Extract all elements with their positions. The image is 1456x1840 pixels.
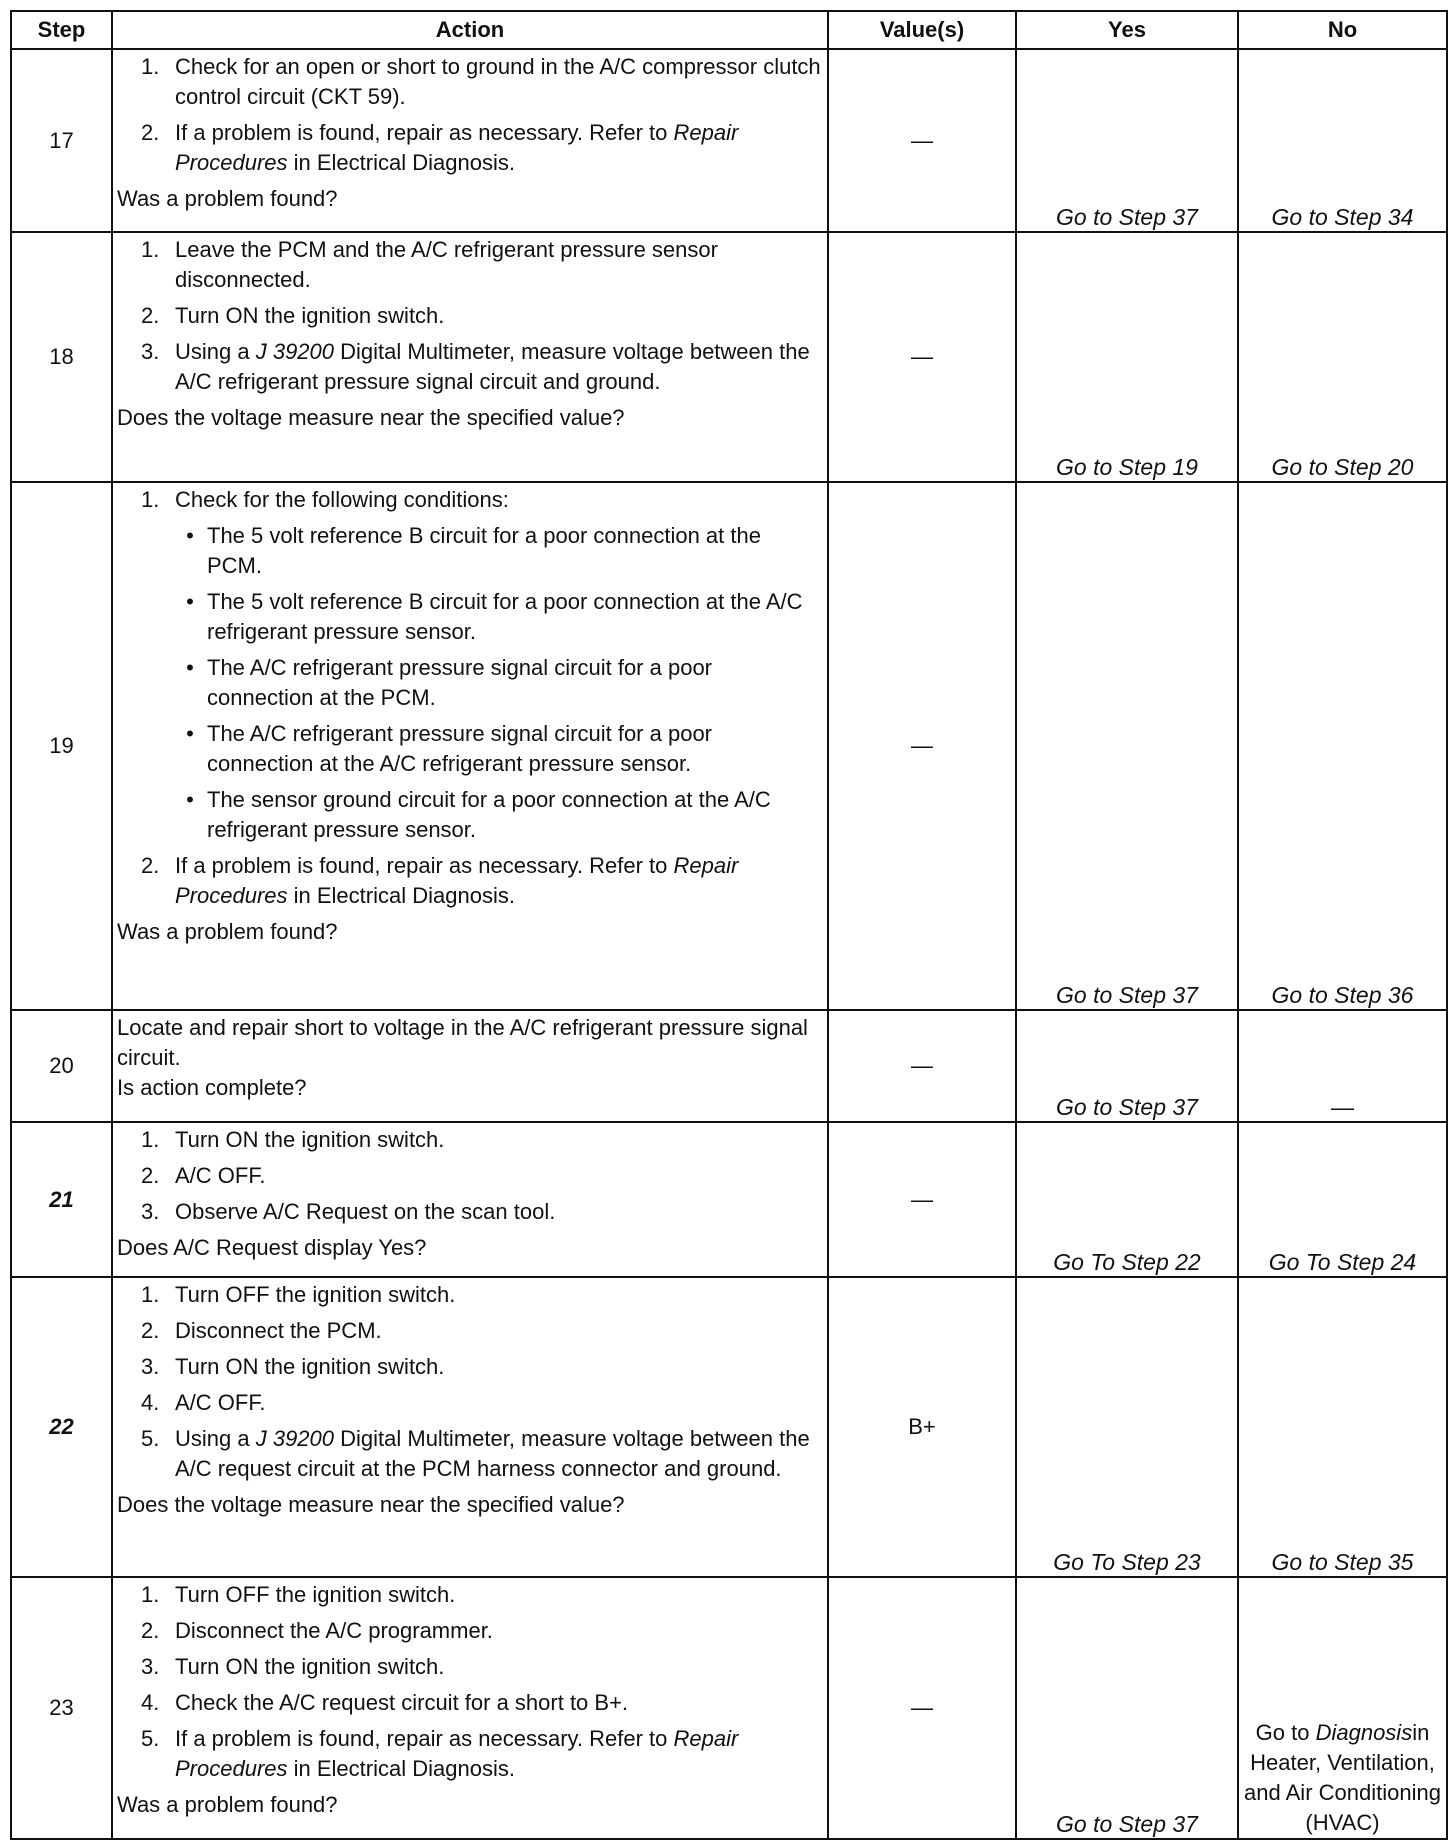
table-row-step-22: [11, 1277, 1447, 1577]
question: Is action complete?: [117, 1075, 307, 1100]
no-link[interactable]: Go to Diagnosisin Heater, Ventilation, and Air Conditioning (HVAC): [1238, 1577, 1447, 1839]
action-item: Disconnect the PCM.: [175, 1318, 382, 1343]
action-item: Using a J 39200 Digital Multimeter, measure voltage between the A/C refrigerant pressure signal circuit and ground.: [175, 339, 810, 394]
step-number: 20: [11, 1010, 112, 1122]
no-link[interactable]: Go to Step 34: [1238, 49, 1447, 232]
no-link[interactable]: Go To Step 24: [1238, 1122, 1447, 1277]
action-item: Using a J 39200 Digital Multimeter, measure voltage between the A/C request circuit at the PCM harness connector and ground.: [175, 1426, 810, 1481]
step-number: 22: [11, 1277, 112, 1577]
value-cell: —: [828, 1122, 1016, 1277]
question: Was a problem found?: [117, 186, 338, 211]
action-item: If a problem is found, repair as necessary. Refer to Repair Procedures in Electrical Diagnosis.: [175, 120, 739, 175]
header-values: Value(s): [828, 11, 1016, 49]
action-cell: 1. Turn OFF the ignition switch. 2. Disconnect the A/C programmer. 3. Turn ON the ignition switch. 4. Check the A/C request circuit for a short to B+. 5. If a problem is found, repair as necessary. Refer to Repair Procedures in Electrical Diagnosis. Was a problem found?: [112, 1577, 828, 1839]
action-item: If a problem is found, repair as necessary. Refer to Repair Procedures in Electrical Diagnosis.: [175, 1726, 739, 1781]
step-number: 23: [11, 1577, 112, 1839]
bullet-item: The 5 volt reference B circuit for a poor connection at the PCM.: [207, 523, 761, 578]
header-action: Action: [112, 11, 828, 49]
table-row-step-17: [11, 49, 1447, 232]
value-cell: —: [828, 482, 1016, 1010]
table-row-step-18: [11, 232, 1447, 482]
header-yes: Yes: [1016, 11, 1238, 49]
table-row-step-21: [11, 1122, 1447, 1277]
value-cell: —: [828, 49, 1016, 232]
value-cell: —: [828, 1577, 1016, 1839]
action-item: Check the A/C request circuit for a short to B+.: [175, 1690, 629, 1715]
action-item: Turn ON the ignition switch.: [175, 1354, 445, 1379]
action-cell: 1. Turn OFF the ignition switch. 2. Disconnect the PCM. 3. Turn ON the ignition switch. 4. A/C OFF. 5. Using a J 39200 Digital Multimeter, measure voltage between the A/C request circuit at the PCM harness connector and ground. Does the voltage measure near the specified value?: [112, 1277, 828, 1577]
action-item: Check for an open or short to ground in the A/C compressor clutch control circuit (CKT 59).: [175, 54, 821, 109]
value-cell: —: [828, 1010, 1016, 1122]
value-cell: B+: [828, 1277, 1016, 1577]
yes-link[interactable]: Go to Step 37: [1016, 1577, 1238, 1839]
action-cell: 1. Check for the following conditions: • The 5 volt reference B circuit for a poor connection at the PCM. • The 5 volt reference B circuit for a poor connection at the A/C refrigerant pressure sensor. • The A/C refrigerant pressure signal circuit for a poor connection at the PCM. • The A/C refrigerant pressure signal circuit for a poor connection at the A/C refrigerant pressure sensor. • The sensor ground circuit for a poor connection at the A/C refrigerant pressure sensor. 2. If a problem is found, repair as necessary. Refer to Repair Procedures in Electrical Diagnosis. Was a problem found?: [112, 482, 828, 1010]
diagnostic-table: [10, 10, 1448, 1840]
table-row-step-20: [11, 1010, 1447, 1122]
action-item: Observe A/C Request on the scan tool.: [175, 1199, 556, 1224]
action-item: Turn ON the ignition switch.: [175, 1654, 445, 1679]
step-number: 21: [11, 1122, 112, 1277]
step-number: 19: [11, 482, 112, 1010]
action-text: Locate and repair short to voltage in the A/C refrigerant pressure signal circuit.: [117, 1015, 808, 1070]
action-cell: [112, 1010, 828, 1122]
step-number: 17: [11, 49, 112, 232]
table-row-step-23: [11, 1577, 1447, 1839]
action-item: Turn OFF the ignition switch.: [175, 1282, 456, 1307]
yes-link[interactable]: Go to Step 37: [1016, 49, 1238, 232]
action-cell: 1. Turn ON the ignition switch. 2. A/C OFF. 3. Observe A/C Request on the scan tool. Does A/C Request display Yes?: [112, 1122, 828, 1277]
action-item: A/C OFF.: [175, 1390, 266, 1415]
yes-link[interactable]: Go To Step 22: [1016, 1122, 1238, 1277]
table-row-step-19: [11, 482, 1447, 1010]
action-item: Turn ON the ignition switch.: [175, 1127, 445, 1152]
header-no: No: [1238, 11, 1447, 49]
question: Does the voltage measure near the specified value?: [117, 1492, 625, 1517]
header-row: [11, 11, 1447, 49]
action-item: Check for the following conditions:: [175, 487, 509, 512]
action-item: If a problem is found, repair as necessary. Refer to Repair Procedures in Electrical Diagnosis.: [175, 853, 739, 908]
header-step: Step: [11, 11, 112, 49]
action-cell: 1. Check for an open or short to ground in the A/C compressor clutch control circuit (CKT 59). 2. If a problem is found, repair as necessary. Refer to Repair Procedures in Electrical Diagnosis. Was a problem found?: [112, 49, 828, 232]
action-cell: 1. Leave the PCM and the A/C refrigerant pressure sensor disconnected. 2. Turn ON the ignition switch. 3. Using a J 39200 Digital Multimeter, measure voltage between the A/C refrigerant pressure signal circuit and ground. Does the voltage measure near the specified value?: [112, 232, 828, 482]
action-item: A/C OFF.: [175, 1163, 266, 1188]
bullet-item: The sensor ground circuit for a poor connection at the A/C refrigerant pressure sensor.: [207, 787, 771, 842]
value-cell: —: [828, 232, 1016, 482]
question: Does the voltage measure near the specified value?: [117, 405, 625, 430]
question: Was a problem found?: [117, 1792, 338, 1817]
action-item: Disconnect the A/C programmer.: [175, 1618, 493, 1643]
question: Does A/C Request display Yes?: [117, 1235, 427, 1260]
yes-link[interactable]: Go to Step 37: [1016, 482, 1238, 1010]
yes-link[interactable]: Go To Step 23: [1016, 1277, 1238, 1577]
no-link[interactable]: Go to Step 20: [1238, 232, 1447, 482]
no-link: —: [1238, 1010, 1447, 1122]
bullet-item: The A/C refrigerant pressure signal circuit for a poor connection at the PCM.: [207, 655, 713, 710]
action-item: Turn ON the ignition switch.: [175, 303, 445, 328]
step-number: 18: [11, 232, 112, 482]
bullet-item: The A/C refrigerant pressure signal circuit for a poor connection at the A/C refrigerant pressure sensor.: [207, 721, 713, 776]
yes-link[interactable]: Go to Step 37: [1016, 1010, 1238, 1122]
yes-link[interactable]: Go to Step 19: [1016, 232, 1238, 482]
no-link[interactable]: Go to Step 36: [1238, 482, 1447, 1010]
question: Was a problem found?: [117, 919, 338, 944]
action-item: Leave the PCM and the A/C refrigerant pressure sensor disconnected.: [175, 237, 718, 292]
no-link[interactable]: Go to Step 35: [1238, 1277, 1447, 1577]
action-item: Turn OFF the ignition switch.: [175, 1582, 456, 1607]
bullet-item: The 5 volt reference B circuit for a poor connection at the A/C refrigerant pressure sensor.: [207, 589, 803, 644]
